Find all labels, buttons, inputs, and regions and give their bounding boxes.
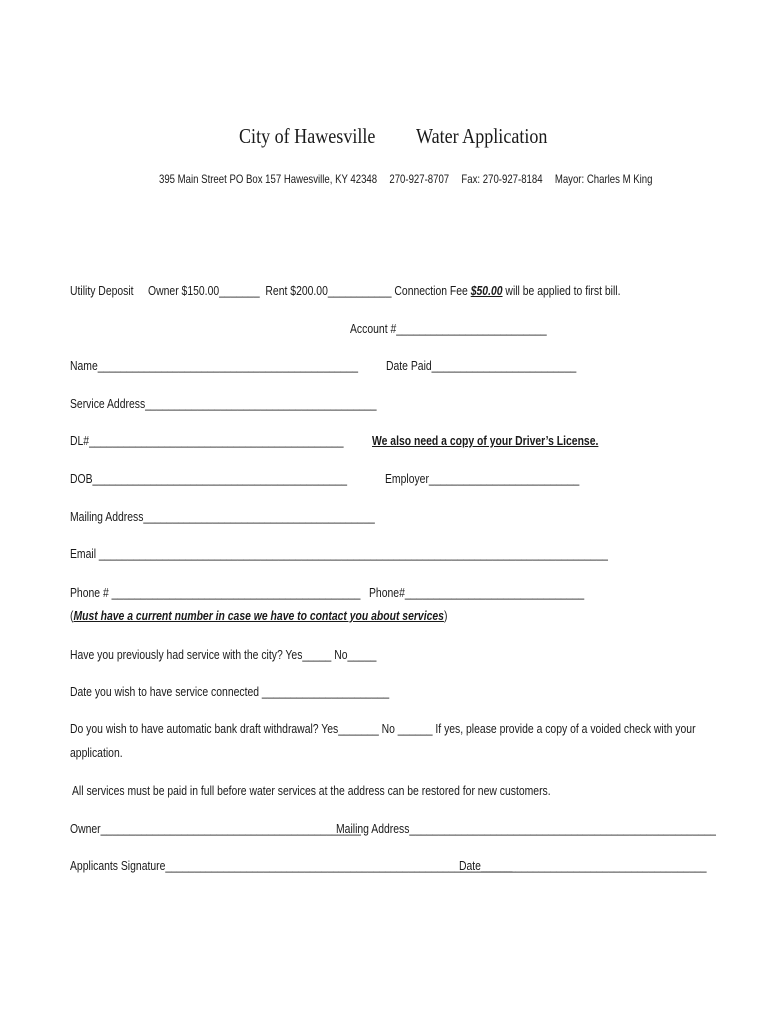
deposit-label: Utility Deposit <box>70 283 134 298</box>
previous-service-question: Have you previously had service with the city? Yes_____ No_____ <box>70 647 377 662</box>
mailing-address-field: Mailing Address________________________________________ <box>70 509 375 524</box>
phone-note-text: Must have a current number in case we have to contact you about services <box>73 608 444 623</box>
dob-field: DOB____________________________________________ <box>70 471 348 486</box>
form-header <box>0 124 770 154</box>
dl-field: DL#____________________________________________ <box>70 433 344 448</box>
city-name: City of Hawesville <box>239 124 376 148</box>
bank-draft-question: Do you wish to have automatic bank draft withdrawal? Yes_______ No ______ If yes, please provide a copy of a voided check with your <box>70 721 696 736</box>
form-title: Water Application <box>416 124 548 148</box>
phone-field-2: Phone#_______________________________ <box>369 585 585 600</box>
owner-mailing-address-field: Mailing Address_____________________________________________________ <box>336 821 716 836</box>
mayor-name: Mayor: Charles M King <box>554 172 653 186</box>
owner-deposit: Owner $150.00_______ <box>148 283 260 298</box>
phone-field-1: Phone # ___________________________________________ <box>70 585 361 600</box>
account-field: Account #__________________________ <box>350 321 547 336</box>
phone-note: (Must have a current number in case we have to contact you about services) <box>70 608 448 623</box>
contact-line <box>159 172 662 186</box>
service-address-field: Service Address________________________________________ <box>70 396 377 411</box>
street-address: 395 Main Street PO Box 157 Hawesville, KY 42348 <box>159 172 378 186</box>
fax-number: Fax: 270-927-8184 <box>461 172 543 186</box>
phone-number: 270-927-8707 <box>389 172 450 186</box>
date-paid-field: Date Paid_________________________ <box>386 358 577 373</box>
connection-fee-note: will be applied to first bill. <box>502 283 621 298</box>
deposit-line <box>70 283 620 298</box>
signature-field: Applicants Signature____________________________________________________________ <box>70 858 513 873</box>
employer-field: Employer__________________________ <box>385 471 580 486</box>
email-field: Email ________________________________________________________________________________________ <box>70 546 608 561</box>
dl-note: We also need a copy of your Driver’s License. <box>372 433 599 448</box>
connection-fee-amount: $50.00 <box>470 283 503 298</box>
connect-date-field: Date you wish to have service connected ______________________ <box>70 684 390 699</box>
signature-date-field: Date_______________________________________ <box>459 858 707 873</box>
name-field: Name_____________________________________________ <box>70 358 359 373</box>
bank-draft-question-cont: application. <box>70 745 123 760</box>
owner-field: Owner_____________________________________________ <box>70 821 361 836</box>
payment-notice: All services must be paid in full before water services at the address can be restored for new customers. <box>72 783 551 798</box>
connection-fee-label: Connection Fee <box>394 283 471 298</box>
rent-deposit: Rent $200.00___________ <box>265 283 392 298</box>
